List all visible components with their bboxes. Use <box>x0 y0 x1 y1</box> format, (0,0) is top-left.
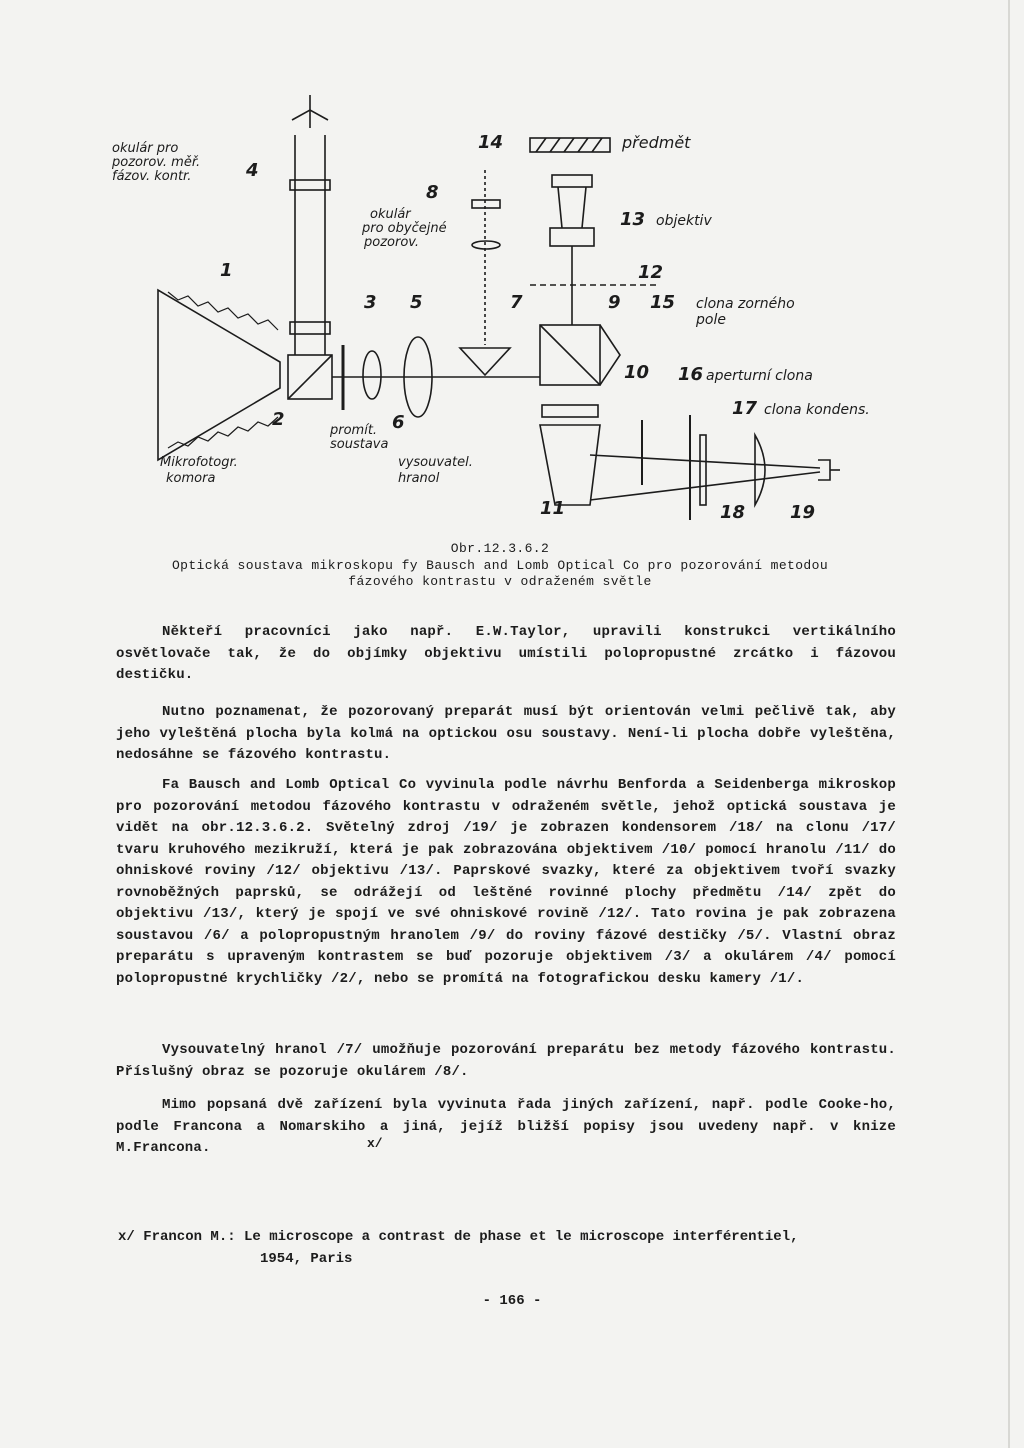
svg-text:pozorov. měř.: pozorov. měř. <box>112 155 201 170</box>
paragraph-orientation: Nutno poznamenat, že pozorovaný preparát musí být orientován velmi pečlivě tak, aby jeho vyleštěná plocha byla kolmá na optickou osu soustavy. Není-li plocha dobře vyleštěna, nedosáhne se fázového kontrastu. <box>116 704 896 763</box>
objective-lens-3 <box>290 322 330 334</box>
label-okular-obyc: okulár <box>370 207 411 222</box>
num-8: 8 <box>426 182 439 203</box>
num-14: 14 <box>478 132 504 153</box>
label-mikrofotogr: Mikrofotogr. <box>160 455 238 470</box>
figure-number: Obr.12.3.6.2 <box>450 541 550 556</box>
camera-cone <box>158 290 280 460</box>
page-number: - 166 - <box>482 1293 542 1309</box>
svg-text:pozorov.: pozorov. <box>364 235 420 250</box>
footnote-line1: x/ Francon M.: Le microscope a contrast de phase et le microscope interférentiel, <box>118 1229 799 1245</box>
svg-text:komora: komora <box>166 471 216 486</box>
label-clona-zorneho: clona zorného <box>696 296 795 312</box>
page-edge-shadow <box>1008 0 1010 1448</box>
num-17: 17 <box>732 398 758 419</box>
num-1: 1 <box>220 260 233 281</box>
figure-caption-line2: fázového kontrastu v odraženém světle <box>348 574 652 589</box>
svg-text:hranol: hranol <box>398 471 440 486</box>
num-19: 19 <box>790 502 816 523</box>
num-18: 18 <box>720 502 746 523</box>
footnote-line2: 1954, Paris <box>260 1251 353 1267</box>
figure-caption-line1: Optická soustava mikroskopu fy Bausch and Lomb Optical Co pro pozorování metodou <box>171 558 829 573</box>
eyepiece-lens <box>290 180 330 190</box>
label-clona-kondens: clona kondens. <box>764 402 870 418</box>
svg-text:fázov. kontr.: fázov. kontr. <box>112 169 192 184</box>
num-5: 5 <box>410 292 423 313</box>
svg-text:soustava: soustava <box>330 437 389 452</box>
paragraph-taylor: Někteří pracovníci jako např. E.W.Taylor, upravili konstrukci vertikálního osvětlovače tak, že do objímky objektivu umístili polopropustné zrcátko i fázovou destičku. <box>116 624 896 683</box>
paragraph-bausch-lomb: Fa Bausch and Lomb Optical Co vyvinula podle návrhu Benforda a Seidenberga mikroskop pro pozorování metodou fázového kontrastu v odraženém světle, jehož optická soustava je vidět na obr.12.3.6.2. Světelný zdroj /19/ je zobrazen kondensorem /18/ na clonu /17/ tvaru kruhového mezikruží, která je pak zobrazována objektivem /10/ pomocí hranolu /11/ do ohniskové roviny /12/ objektivu /13/. Paprskové svazky, které za objektivem tvoří svazky rovnoběžných paprsků, se odrážejí od leštěné rovinné plochy předmětu /14/ zpět do objektivu /13/, který je spojí ve své ohniskové rovině /12/. Tato rovina je pak zobrazena soustavou /6/ a polopropustným hranolem /9/ do roviny fázové destičky /5/. Vlastní obraz preparátu s upraveným kontrastem se buď pozoruje objektivem /3/ a okulárem /4/ pomocí polopropustné krychličky /2/, nebo se promítá na fotografickou desku kamery /1/. <box>116 777 896 987</box>
label-vysouvatel: vysouvatel. <box>398 455 473 470</box>
paragraph-prism: Vysouvatelný hranol /7/ umožňuje pozorování preparátu bez metody fázového kontrastu. Příslušný obraz se pozoruje okulárem /8/. <box>116 1042 896 1080</box>
num-16: 16 <box>678 364 704 385</box>
svg-text:pro obyčejné: pro obyčejné <box>362 221 447 236</box>
footnote <box>118 1226 898 1270</box>
num-6: 6 <box>392 412 405 433</box>
num-15: 15 <box>650 292 676 313</box>
label-promit: promít. <box>330 423 378 438</box>
label-okular-mer: okulár pro <box>112 141 179 156</box>
optical-system-diagram <box>100 80 900 540</box>
paragraph-other-devices: Mimo popsaná dvě zařízení byla vyvinuta řada jiných zařízení, např. podle Cooke-ho, podle Francona a Nomarskiho a jiná, jejíž bližší popisy jsou uvedeny např. v knize M.Francona. <box>116 1097 896 1156</box>
svg-text:pole: pole <box>696 312 726 328</box>
num-2: 2 <box>272 409 285 430</box>
label-objektiv: objektiv <box>656 213 712 229</box>
num-10: 10 <box>624 362 650 383</box>
footnote-mark: x/ <box>367 1136 383 1151</box>
num-13: 13 <box>620 209 646 230</box>
num-12: 12 <box>638 262 664 283</box>
num-4: 4 <box>246 160 259 181</box>
num-7: 7 <box>510 292 523 313</box>
num-9: 9 <box>608 292 621 313</box>
label-predmet: předmět <box>622 133 691 152</box>
label-aperturni: aperturní clona <box>706 368 813 384</box>
num-3: 3 <box>364 292 377 313</box>
num-11: 11 <box>540 498 566 519</box>
